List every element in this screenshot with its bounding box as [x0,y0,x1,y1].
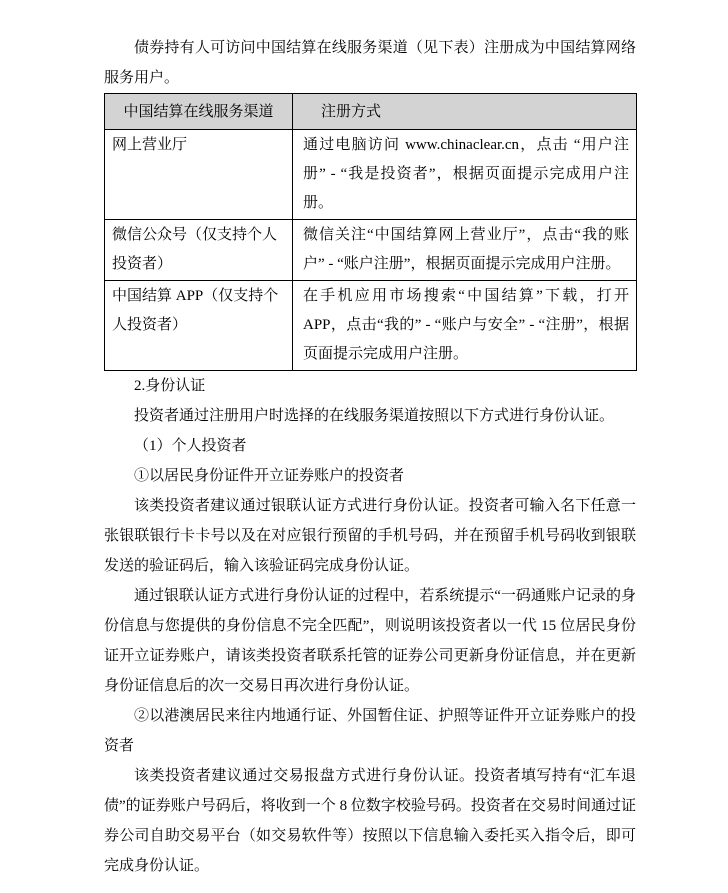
channel-cell: 网上营业厅 [105,130,293,220]
table-header-method: 注册方式 [293,94,637,130]
section-heading-identity-auth: 2.身份认证 [134,378,206,394]
table-header-row [105,94,637,130]
channel-cell: 微信公众号（仅支持个人投资者） [105,220,293,281]
intro-paragraph: 债券持有人可访问中国结算在线服务渠道（见下表）注册成为中国结算网络服务用户。 [104,40,636,86]
paragraph-trade-declaration-auth: 该类投资者建议通过交易报盘方式进行身份认证。投资者填写持有“汇车退债”的证券账户号码后，将收到一个 8 位数字校验号码。投资者在交易时间通过证券公司自助交易平台（如交易软件等）按照以下信息输入委托买入指令后，即可完成身份认证。 [104,768,636,874]
paragraph-unionpay-auth: 该类投资者建议通过银联认证方式进行身份认证。投资者可输入名下任意一张银联银行卡卡号以及在对应银行预留的手机号码，并在预留手机号码收到银联发送的验证码后，输入该验证码完成身份认证。 [104,498,636,574]
table-header-channel: 中国结算在线服务渠道 [105,94,293,130]
channel-cell: 中国结算 APP（仅支持个人投资者） [105,281,293,371]
registration-channels-table [104,93,637,371]
item-heading-other-certificates: ②以港澳居民来往内地通行证、外国暂住证、护照等证件开立证券账户的投资者 [104,708,636,754]
paragraph-id-mismatch: 通过银联认证方式进行身份认证的过程中，若系统提示“一码通账户记录的身份信息与您提供的身份信息不完全匹配”，则说明该投资者以一代 15 位居民身份证开立证券账户，请该类投资者联系托管的证券公司更新身份证信息，并在更新身份证信息后的次一交易日再次进行身份认证。 [104,588,636,694]
document-content [104,33,636,881]
subsection-heading-individual-investor: （1）个人投资者 [134,438,247,454]
item-heading-resident-id: ①以居民身份证件开立证券账户的投资者 [134,468,405,484]
method-cell: 微信关注“中国结算网上营业厅”，点击“我的账户” - “账户注册”，根据页面提示完成用户注册。 [293,220,637,281]
table-row-app [105,281,637,371]
method-cell: 通过电脑访问 www.chinaclear.cn，点击 “用户注册” - “我是投资者”，根据页面提示完成用户注册。 [293,130,637,220]
table-row-online-hall [105,130,637,220]
paragraph-auth-overview: 投资者通过注册用户时选择的在线服务渠道按照以下方式进行身份认证。 [134,408,615,424]
method-cell: 在手机应用市场搜索“中国结算”下载，打开 APP，点击“我的” - “账户与安全” - “注册”，根据页面提示完成用户注册。 [293,281,637,371]
table-row-wechat [105,220,637,281]
